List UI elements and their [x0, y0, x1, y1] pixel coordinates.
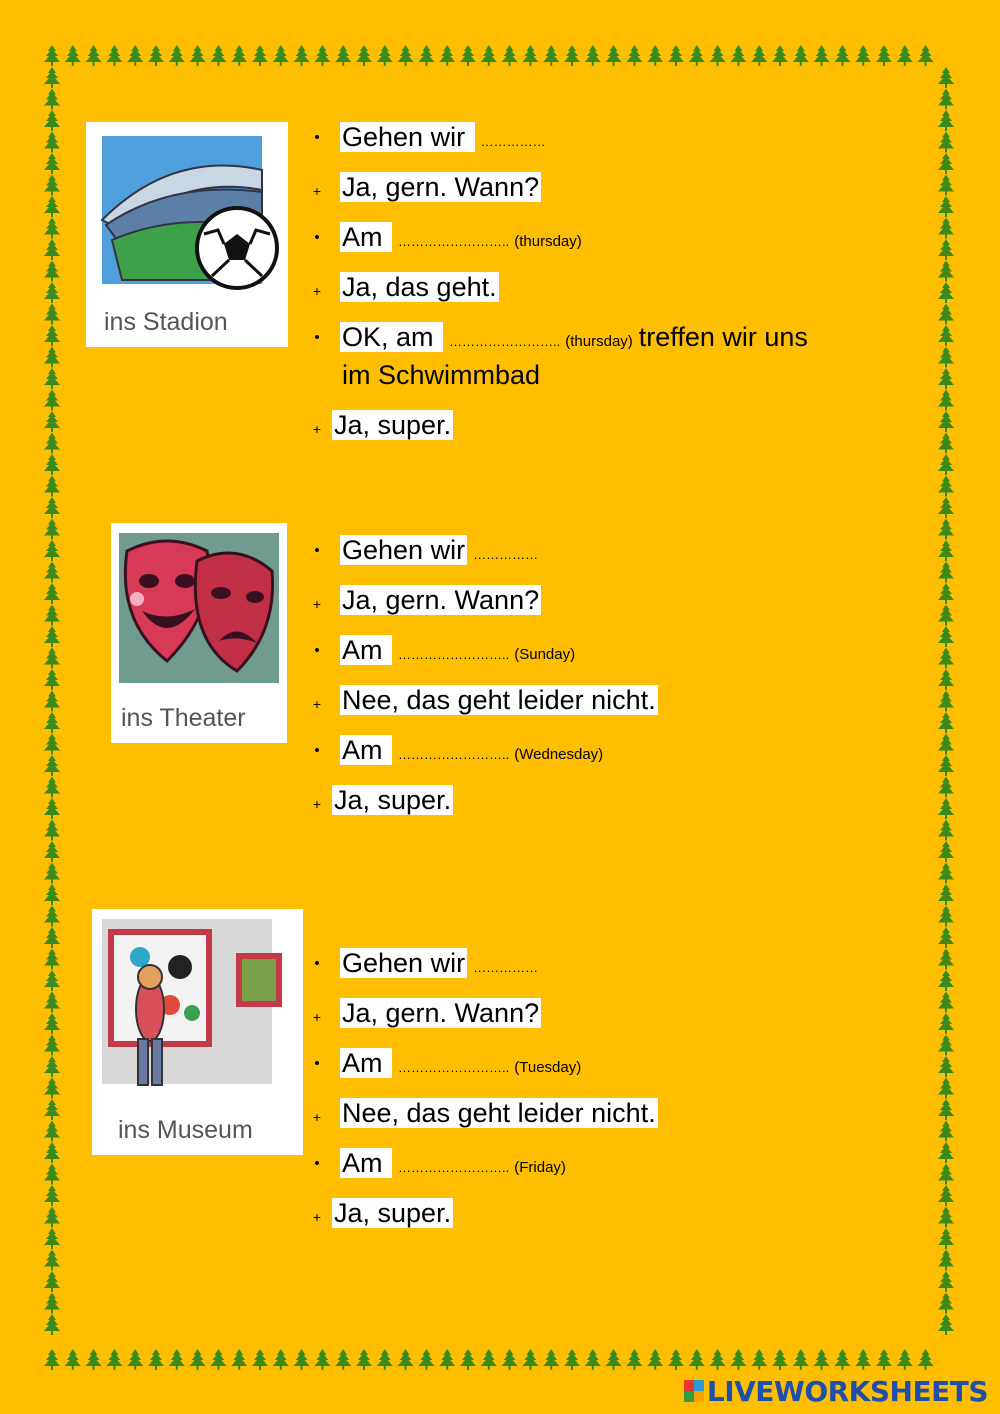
plus-marker: + — [312, 1109, 322, 1125]
tree-ornament — [855, 45, 871, 66]
tree-ornament — [814, 1349, 830, 1370]
tree-ornament — [44, 734, 60, 755]
tree-ornament — [106, 1349, 122, 1370]
fill-in-blank[interactable]: …………………….. — [398, 234, 510, 249]
tree-ornament — [855, 1349, 871, 1370]
tree-ornament — [44, 1349, 60, 1370]
tree-ornament — [938, 1271, 954, 1292]
line-content — [340, 270, 499, 304]
tree-ornament — [44, 1314, 60, 1335]
fill-in-blank[interactable]: …………… — [473, 547, 539, 562]
tree-ornament — [314, 45, 330, 66]
tree-ornament — [938, 132, 954, 153]
tree-ornament — [938, 669, 954, 690]
bullet-marker: • — [314, 742, 320, 759]
tree-ornament — [668, 1349, 684, 1370]
tree-ornament — [710, 1349, 726, 1370]
tree-ornament — [481, 1349, 497, 1370]
tree-ornament — [938, 89, 954, 110]
tree-ornament — [44, 1207, 60, 1228]
tree-ornament — [44, 1185, 60, 1206]
tree-ornament — [190, 1349, 206, 1370]
tree-ornament — [44, 669, 60, 690]
plus-marker: + — [312, 421, 322, 437]
line-text: Gehen wir — [342, 122, 473, 152]
tree-ornament — [689, 45, 705, 66]
tree-ornament — [647, 1349, 663, 1370]
tree-ornament — [44, 390, 60, 411]
brand-text: LIVEWORKSHEETS — [706, 1374, 988, 1408]
tree-ornament — [876, 45, 892, 66]
tree-ornament — [148, 45, 164, 66]
tree-ornament — [938, 841, 954, 862]
card-theater — [111, 523, 287, 743]
tree-ornament — [44, 89, 60, 110]
tree-ornament — [938, 519, 954, 540]
tree-ornament — [44, 1078, 60, 1099]
plus-marker: + — [312, 183, 322, 199]
tree-ornament — [44, 540, 60, 561]
tree-ornament — [502, 1349, 518, 1370]
tree-ornament — [938, 691, 954, 712]
line-text: Ja, super. — [334, 785, 452, 815]
line-text: Am — [342, 635, 391, 665]
liveworksheets-logo — [684, 1376, 988, 1406]
tree-ornament — [897, 1349, 913, 1370]
tree-ornament — [938, 798, 954, 819]
tree-ornament — [938, 626, 954, 647]
tree-ornament — [44, 949, 60, 970]
theater-masks-icon — [117, 531, 281, 691]
tree-ornament — [44, 218, 60, 239]
fill-in-blank[interactable]: …………………….. — [398, 1160, 510, 1175]
tree-ornament — [938, 927, 954, 948]
tree-ornament — [252, 1349, 268, 1370]
tree-ornament — [876, 1349, 892, 1370]
day-hint: (Wednesday) — [514, 746, 604, 763]
tree-ornament — [44, 1056, 60, 1077]
tree-ornament — [44, 1228, 60, 1249]
tree-ornament — [44, 325, 60, 346]
line-continuation: im Schwimmbad — [342, 360, 541, 390]
line-text: Ja, gern. Wann? — [342, 172, 540, 202]
tree-ornament — [44, 153, 60, 174]
tree-ornament — [814, 45, 830, 66]
tree-ornament — [65, 45, 81, 66]
tree-ornament — [460, 45, 476, 66]
tree-ornament — [938, 755, 954, 776]
tree-ornament — [210, 1349, 226, 1370]
tree-ornament — [44, 1142, 60, 1163]
tree-ornament — [481, 45, 497, 66]
tree-ornament — [44, 497, 60, 518]
bullet-marker: • — [314, 1055, 320, 1072]
tree-ornament — [86, 45, 102, 66]
line-content — [332, 408, 453, 442]
bullet-marker: • — [314, 129, 320, 146]
tree-ornament — [460, 1349, 476, 1370]
line-text: Gehen wir — [342, 948, 466, 978]
day-hint: (thursday) — [565, 333, 633, 350]
tree-ornament — [730, 45, 746, 66]
tree-ornament — [938, 1250, 954, 1271]
line-content — [340, 1146, 566, 1185]
tree-ornament — [938, 734, 954, 755]
tree-ornament — [626, 45, 642, 66]
tree-ornament — [44, 519, 60, 540]
tree-ornament — [273, 1349, 289, 1370]
tree-ornament — [44, 1121, 60, 1142]
tree-ornament — [938, 540, 954, 561]
tree-ornament — [543, 45, 559, 66]
day-hint: (Friday) — [514, 1159, 566, 1176]
tree-ornament — [938, 261, 954, 282]
tree-ornament — [44, 1035, 60, 1056]
line-text: Am — [342, 222, 391, 252]
line-text: Gehen wir — [342, 535, 466, 565]
tree-ornament — [938, 304, 954, 325]
tree-ornament — [751, 1349, 767, 1370]
tree-ornament — [938, 67, 954, 88]
tree-ornament — [938, 218, 954, 239]
tree-ornament — [793, 45, 809, 66]
line-content — [332, 783, 453, 817]
fill-in-blank[interactable]: …………………….. — [449, 334, 561, 349]
card-caption: ins Museum — [118, 1116, 253, 1144]
tree-ornament — [938, 605, 954, 626]
tree-ornament — [793, 1349, 809, 1370]
tree-ornament — [398, 1349, 414, 1370]
tree-ornament — [938, 562, 954, 583]
fill-in-blank[interactable]: …………………….. — [398, 1060, 510, 1075]
tree-ornament — [44, 261, 60, 282]
tree-ornament — [231, 45, 247, 66]
tree-ornament — [938, 648, 954, 669]
line-content — [340, 733, 603, 772]
tree-ornament — [418, 1349, 434, 1370]
tree-ornament — [190, 45, 206, 66]
line-text: Am — [342, 735, 391, 765]
tree-ornament — [585, 45, 601, 66]
stadium-football-icon — [92, 130, 282, 300]
tree-ornament — [44, 691, 60, 712]
fill-in-blank[interactable]: …………………….. — [398, 647, 510, 662]
bullet-marker: • — [314, 642, 320, 659]
plus-marker: + — [312, 796, 322, 812]
tree-ornament — [938, 970, 954, 991]
tree-ornament — [772, 1349, 788, 1370]
tree-ornament — [44, 175, 60, 196]
card-caption: ins Stadion — [104, 308, 228, 336]
museum-painting-icon — [100, 917, 296, 1097]
tree-ornament — [44, 755, 60, 776]
tree-ornament — [938, 863, 954, 884]
tree-ornament — [44, 110, 60, 131]
tree-ornament — [377, 1349, 393, 1370]
line-content — [340, 1046, 581, 1085]
tree-ornament — [44, 1099, 60, 1120]
tree-ornament — [730, 1349, 746, 1370]
tree-ornament — [918, 1349, 934, 1370]
tree-ornament — [44, 605, 60, 626]
bullet-marker: • — [314, 955, 320, 972]
tree-ornament — [938, 325, 954, 346]
line-text: Am — [342, 1048, 391, 1078]
tree-ornament — [938, 153, 954, 174]
tree-ornament — [44, 45, 60, 66]
tree-ornament — [938, 390, 954, 411]
plus-marker: + — [312, 596, 322, 612]
line-content — [340, 633, 575, 672]
tree-ornament — [585, 1349, 601, 1370]
tree-ornament — [606, 45, 622, 66]
tree-ornament — [210, 45, 226, 66]
tree-ornament — [44, 970, 60, 991]
tree-ornament — [44, 1271, 60, 1292]
tree-ornament — [647, 45, 663, 66]
line-content — [340, 533, 538, 572]
line-text: Ja, super. — [334, 410, 452, 440]
line-text: Ja, das geht. — [342, 272, 497, 302]
line-text: OK, am — [342, 322, 442, 352]
tree-ornament — [938, 1099, 954, 1120]
tree-ornament — [44, 777, 60, 798]
tree-ornament — [44, 992, 60, 1013]
tree-ornament — [44, 648, 60, 669]
tree-ornament — [938, 1293, 954, 1314]
line-content — [340, 996, 541, 1030]
line-text-after: treffen wir uns — [638, 322, 808, 352]
tree-ornament — [44, 927, 60, 948]
tree-ornament — [938, 347, 954, 368]
tree-ornament — [44, 712, 60, 733]
tree-ornament — [834, 45, 850, 66]
tree-ornament — [938, 1314, 954, 1335]
tree-ornament — [938, 110, 954, 131]
tree-ornament — [44, 476, 60, 497]
tree-ornament — [522, 1349, 538, 1370]
tree-ornament — [44, 1164, 60, 1185]
tree-ornament — [44, 67, 60, 88]
line-content — [340, 170, 541, 204]
line-text: Ja, gern. Wann? — [342, 998, 540, 1028]
tree-ornament — [834, 1349, 850, 1370]
tree-ornament — [543, 1349, 559, 1370]
tree-ornament — [86, 1349, 102, 1370]
tree-ornament — [502, 45, 518, 66]
tree-ornament — [938, 1035, 954, 1056]
tree-ornament — [938, 949, 954, 970]
tree-ornament — [938, 454, 954, 475]
tree-ornament — [44, 239, 60, 260]
tree-ornament — [938, 1056, 954, 1077]
tree-ornament — [44, 196, 60, 217]
tree-ornament — [938, 175, 954, 196]
tree-ornament — [938, 1207, 954, 1228]
tree-ornament — [938, 992, 954, 1013]
tree-ornament — [335, 45, 351, 66]
line-content — [332, 1196, 453, 1230]
tree-ornament — [938, 820, 954, 841]
tree-ornament — [377, 45, 393, 66]
tree-ornament — [439, 1349, 455, 1370]
tree-ornament — [439, 45, 455, 66]
tree-ornament — [772, 45, 788, 66]
day-hint: (thursday) — [514, 233, 582, 250]
bullet-marker: • — [314, 542, 320, 559]
tree-ornament — [44, 841, 60, 862]
tree-ornament — [938, 1013, 954, 1034]
tree-ornament — [356, 45, 372, 66]
line-content — [340, 120, 546, 159]
tree-ornament — [938, 196, 954, 217]
tree-ornament — [938, 1121, 954, 1142]
tree-ornament — [44, 304, 60, 325]
line-text: Am — [342, 1148, 391, 1178]
bullet-marker: • — [314, 229, 320, 246]
tree-ornament — [294, 1349, 310, 1370]
tree-ornament — [335, 1349, 351, 1370]
tree-ornament — [938, 777, 954, 798]
tree-ornament — [44, 583, 60, 604]
tree-ornament — [938, 1164, 954, 1185]
tree-ornament — [938, 411, 954, 432]
tree-ornament — [938, 1078, 954, 1099]
tree-ornament — [938, 368, 954, 389]
plus-marker: + — [312, 283, 322, 299]
day-hint: (Sunday) — [514, 646, 576, 663]
plus-marker: + — [312, 1009, 322, 1025]
tree-ornament — [44, 798, 60, 819]
tree-ornament — [418, 45, 434, 66]
tree-ornament — [710, 45, 726, 66]
tree-ornament — [938, 884, 954, 905]
tree-ornament — [938, 712, 954, 733]
tree-ornament — [44, 884, 60, 905]
tree-ornament — [44, 820, 60, 841]
tree-ornament — [626, 1349, 642, 1370]
tree-ornament — [148, 1349, 164, 1370]
tree-ornament — [689, 1349, 705, 1370]
tree-ornament — [44, 454, 60, 475]
tree-ornament — [938, 1228, 954, 1249]
fill-in-blank[interactable]: …………… — [480, 134, 546, 149]
tree-ornament — [294, 45, 310, 66]
day-hint: (Tuesday) — [514, 1059, 582, 1076]
tree-ornament — [44, 1293, 60, 1314]
tree-ornament — [127, 45, 143, 66]
tree-ornament — [169, 1349, 185, 1370]
tree-ornament — [44, 1013, 60, 1034]
tree-ornament — [918, 45, 934, 66]
line-content — [340, 683, 658, 717]
tree-ornament — [231, 1349, 247, 1370]
tree-ornament — [44, 132, 60, 153]
bullet-marker: • — [314, 1155, 320, 1172]
tree-ornament — [751, 45, 767, 66]
tree-ornament — [273, 45, 289, 66]
fill-in-blank[interactable]: …………………….. — [398, 747, 510, 762]
plus-marker: + — [312, 696, 322, 712]
tree-ornament — [44, 411, 60, 432]
tree-ornament — [564, 45, 580, 66]
fill-in-blank[interactable]: …………… — [473, 960, 539, 975]
line-content — [340, 220, 582, 259]
tree-ornament — [606, 1349, 622, 1370]
card-stadium — [86, 122, 288, 347]
tree-ornament — [44, 626, 60, 647]
tree-ornament — [44, 562, 60, 583]
line-content — [340, 946, 538, 985]
tree-ornament — [44, 347, 60, 368]
tree-ornament — [938, 476, 954, 497]
plus-marker: + — [312, 1209, 322, 1225]
line-text: Ja, gern. Wann? — [342, 585, 540, 615]
tree-ornament — [522, 45, 538, 66]
line-content — [340, 320, 808, 359]
line-text: Ja, super. — [334, 1198, 452, 1228]
tree-ornament — [938, 1185, 954, 1206]
card-museum — [92, 909, 303, 1155]
tree-ornament — [44, 863, 60, 884]
tree-ornament — [938, 1142, 954, 1163]
line-content — [340, 583, 541, 617]
tree-ornament — [938, 239, 954, 260]
tree-ornament — [44, 433, 60, 454]
tree-ornament — [938, 906, 954, 927]
card-caption: ins Theater — [121, 704, 246, 732]
tree-ornament — [398, 45, 414, 66]
line-text: Nee, das geht leider nicht. — [342, 685, 656, 715]
bullet-marker: • — [314, 329, 320, 346]
tree-ornament — [564, 1349, 580, 1370]
tree-ornament — [314, 1349, 330, 1370]
tree-ornament — [44, 368, 60, 389]
line-content — [340, 1096, 658, 1130]
tree-ornament — [938, 433, 954, 454]
tree-ornament — [668, 45, 684, 66]
tree-ornament — [106, 45, 122, 66]
tree-ornament — [897, 45, 913, 66]
tree-ornament — [938, 583, 954, 604]
liveworksheets-logo-icon — [684, 1380, 704, 1402]
tree-ornament — [938, 282, 954, 303]
tree-ornament — [252, 45, 268, 66]
tree-ornament — [938, 497, 954, 518]
tree-ornament — [44, 282, 60, 303]
tree-ornament — [44, 906, 60, 927]
tree-ornament — [65, 1349, 81, 1370]
tree-ornament — [356, 1349, 372, 1370]
line-text: Nee, das geht leider nicht. — [342, 1098, 656, 1128]
tree-ornament — [169, 45, 185, 66]
tree-ornament — [127, 1349, 143, 1370]
tree-ornament — [44, 1250, 60, 1271]
